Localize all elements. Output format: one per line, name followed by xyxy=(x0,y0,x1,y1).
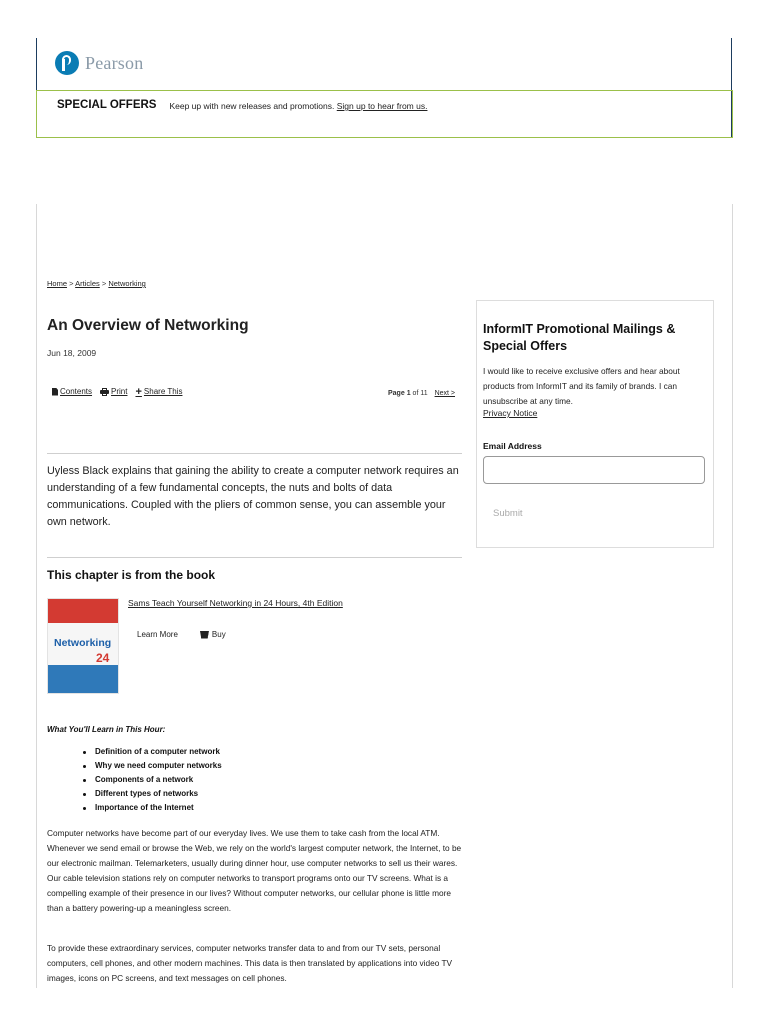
current-page: 1 xyxy=(406,390,411,397)
total-pages: 11 xyxy=(420,390,428,397)
special-offers-description: Keep up with new releases and promotions. xyxy=(169,101,335,111)
contents-link[interactable] xyxy=(52,387,92,396)
email-field[interactable] xyxy=(483,456,705,484)
of-label: of xyxy=(412,390,419,397)
next-page-link[interactable]: Next > xyxy=(434,390,456,397)
print-link[interactable] xyxy=(100,387,127,396)
brand-name: Pearson xyxy=(85,52,144,73)
document-icon xyxy=(52,388,58,396)
printer-icon xyxy=(100,388,109,396)
book-actions xyxy=(137,630,226,639)
body-paragraph: Computer networks have become part of our everyday lives. We use them to take cash from the local ATM. Whenever we send email or browse the Web, we rely on the world's largest computer network, the Internet, to be our electronic mailman. Telemarketers, usually during dinner hour, use computer networks to sell us their wares. Our cable television stations rely on computer networks to transport programs onto our TV screens. What is a compelling example of their presence in our lives? Without computer networks, our cellular phone is little more than a battery powering-up a meaningless screen. xyxy=(47,828,462,913)
page-title: An Overview of Networking xyxy=(47,317,249,334)
cover-red-band xyxy=(48,599,118,623)
breadcrumb xyxy=(47,279,146,288)
list-item: Importance of the Internet xyxy=(81,803,222,817)
buy-link[interactable] xyxy=(200,630,226,639)
cover-number: 24 xyxy=(96,651,110,665)
privacy-notice-link[interactable]: Privacy Notice xyxy=(483,408,538,418)
learn-list xyxy=(81,747,222,817)
book-title-link[interactable]: Sams Teach Yourself Networking in 24 Hours, 4th Edition xyxy=(128,598,343,608)
cover-title: Networking xyxy=(54,637,112,649)
special-offers-text xyxy=(169,101,427,111)
pearson-logo[interactable] xyxy=(55,51,143,75)
email-label: Email Address xyxy=(483,441,542,451)
cart-icon xyxy=(200,631,209,639)
learn-more-link[interactable]: Learn More xyxy=(137,630,178,639)
learn-heading: What You'll Learn in This Hour: xyxy=(47,725,166,734)
list-item: Components of a network xyxy=(81,775,222,789)
plus-icon: + xyxy=(135,385,142,398)
pearson-p-icon xyxy=(55,51,79,75)
divider xyxy=(47,557,462,558)
special-offers-bar xyxy=(36,90,733,138)
print-label: Print xyxy=(111,387,128,396)
list-item: Definition of a computer network xyxy=(81,747,222,761)
breadcrumb-home[interactable]: Home xyxy=(47,279,68,288)
publish-date: Jun 18, 2009 xyxy=(47,348,97,358)
page-label: Page xyxy=(388,390,405,397)
breadcrumb-separator: > xyxy=(69,279,74,288)
breadcrumb-separator: > xyxy=(101,279,107,288)
body-paragraph: To provide these extraordinary services, computer networks transfer data to and from our TV sets, personal computers, cell phones, and other modern machines. This data is then translated by applications into video TV images, icons on PC screens, and text messages on cell phones. xyxy=(47,943,453,983)
newsletter-description: I would like to receive exclusive offers and hear about products from InformIT and its family of brands. I can unsubscribe at any time. xyxy=(483,366,680,406)
buy-label: Buy xyxy=(211,630,226,639)
contents-label: Contents xyxy=(60,387,93,396)
article-intro: Uyless Black explains that gaining the ability to create a computer network requires an understanding of a few fundamental concepts, the nuts and bolts of data communications. Coupled with the pliers of common sense, you can assemble your own network. xyxy=(47,465,459,528)
special-offers-title: SPECIAL OFFERS xyxy=(57,99,157,111)
cover-blue-band xyxy=(48,665,118,694)
divider xyxy=(47,453,462,454)
share-link[interactable] xyxy=(135,387,182,396)
list-item: Different types of networks xyxy=(81,789,222,803)
list-item: Why we need computer networks xyxy=(81,761,222,775)
breadcrumb-articles[interactable]: Articles xyxy=(75,279,100,288)
breadcrumb-networking[interactable]: Networking xyxy=(108,279,146,288)
newsletter-title: InformIT Promotional Mailings & Special Offers xyxy=(483,322,676,353)
book-cover-image[interactable] xyxy=(47,598,119,694)
pagination xyxy=(388,390,455,397)
signup-link[interactable]: Sign up to hear from us. xyxy=(336,101,428,111)
submit-button[interactable]: Submit xyxy=(483,502,533,524)
book-heading: This chapter is from the book xyxy=(47,568,216,582)
article-toolbar xyxy=(52,387,182,396)
share-label: Share This xyxy=(143,387,183,396)
